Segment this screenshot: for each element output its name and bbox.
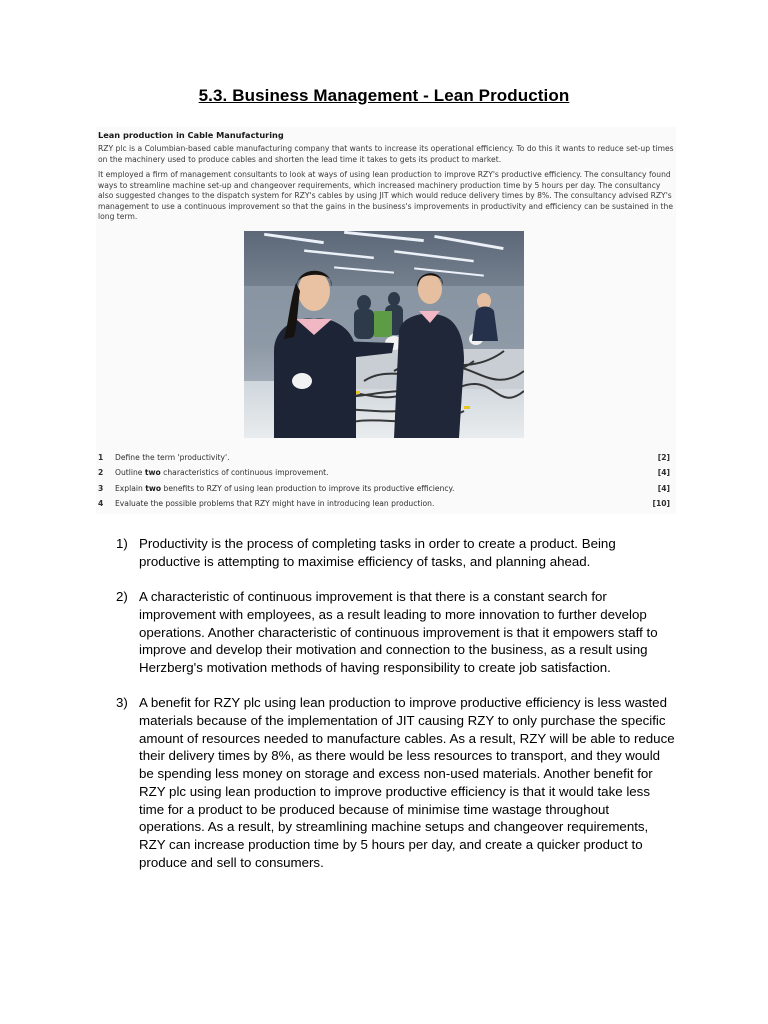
question-item [98,482,674,497]
case-study-paragraph-1: RZY plc is a Columbian-based cable manufacturing company that wants to increase its operational efficiency. To do this it wants to reduce set-up times on the machinery used to produce cables and shorten the lead time it takes to gets its product to market. [98,144,674,164]
case-study-heading: Lean production in Cable Manufacturing [98,130,284,140]
answer-number: 2) [116,589,128,605]
answer-item [116,694,676,871]
question-marks: [2] [657,453,670,462]
question-marks: [4] [657,483,670,493]
answer-list [116,535,676,889]
answer-item [116,535,676,570]
answer-text: A characteristic of continuous improvement is that there is a constant search for improvement with employees, as a result leading to more innovation to further develop operations. Another characteristic of continuous improvement is that it empowers staff to improve and develop their motivation and connection to the business, as a result using Herzberg's motivation methods of having responsibility to create job satisfaction. [139,589,658,675]
question-number: 4 [98,498,104,508]
question-marks: [4] [657,468,670,478]
question-text: Outline two characteristics of continuous improvement. [115,468,329,478]
page-title: 5.3. Business Management - Lean Production [198,86,570,105]
question-number: 2 [98,468,104,478]
question-text: Explain two benefits to RZY of using lean production to improve its productive efficiency. [115,483,455,493]
factory-photo [244,231,524,438]
factory-photo-illustration [244,231,524,438]
question-list [98,451,674,512]
question-number: 3 [98,483,104,493]
case-study-box [96,127,676,514]
question-text: Define the term 'productivity'. [115,453,230,462]
answer-text: Productivity is the process of completing tasks in order to create a product. Being productive is attempting to maximise efficiency of tasks, and planning ahead. [139,536,616,569]
case-study-paragraph-2: It employed a firm of management consultants to look at ways of using lean production to improve RZY's productive efficiency. The consultancy found ways to streamline machine set-up and changeover requirements, which increased machinery production time by 5 hours per day. The consultancy also suggested changes to the dispatch system for RZY's cables by using JIT which would reduce delivery times by 8%. The consultancy advised RZY's management to use a continuous improvement so that the gains in the business's improvements in productivity and efficiency can be sustained in the long term. [98,170,674,222]
answer-number: 3) [116,695,128,711]
answer-item [116,588,676,677]
answer-text: A benefit for RZY plc using lean production to improve productive efficiency is less wasted materials because of the implementation of JIT causing RZY to only purchase the specific amount of resources needed to manufacture cables. As a result, RZY will be able to reduce their delivery times by 8%, as there would be less resources to transport, and they would be spending less money on storage and excess non-used materials. Another benefit for RZY plc using lean production to improve productive efficiency is that it would take less time for a product to be produced because of minimise time wastage throughout operations. As a result, by streamlining machine setups and changeover requirements, RZY can increase production time by 5 hours per day, and create a quicker product to produce and sell to consumers. [139,695,675,870]
question-number: 1 [98,453,104,462]
question-item [98,466,674,481]
question-marks: [10] [652,498,670,508]
answer-number: 1) [116,536,128,551]
question-text: Evaluate the possible problems that RZY might have in introducing lean production. [115,498,435,508]
question-item [98,451,674,466]
question-item [98,497,674,512]
